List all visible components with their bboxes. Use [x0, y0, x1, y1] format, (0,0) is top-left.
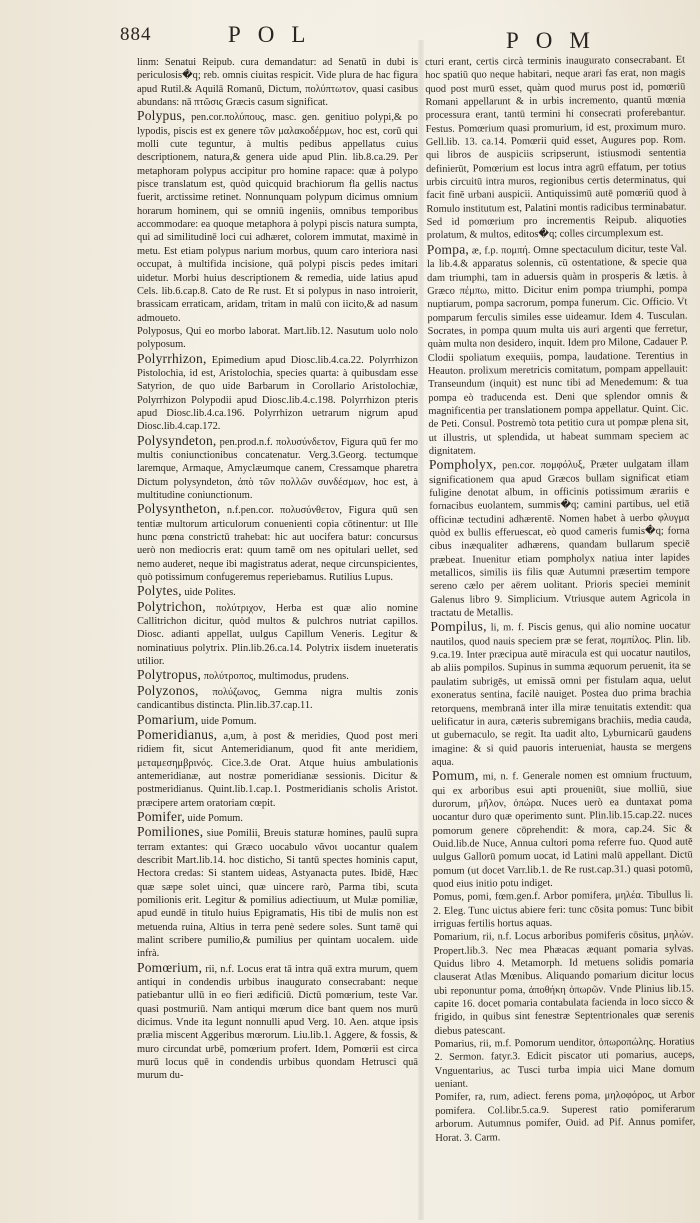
dictionary-entry [137, 810, 418, 825]
entry-text: æ, f.p. πομπή. Omne spectaculum dicitur, teste Val. la lib.4.& apparatus solennis, cū ostentatione, & specie qua dam triumphi, tam in aduersis quàm in prosperis & lætis. à Græco πέμπω, mitto. Dicitur enim pompa triumphi, pompa nuptiarum, pompa sacrorum, pompa funerum. Cic. Officio. Vt pomparum ferculis similes esse uideamur. Idem 4. Tusculan. Socrates, in pompa quum multa uis auri argenti que ferretur, quàm multa non desidero, inquit. Idem pro Milone, Cadauer P. Clodii spoliatum exequiis, pompa, laudatione. Terentius in Heauton. prolixum meretricis comitatum, pompam appellauit: Transeundum (inquit) est nunc tibi ad Menedemum: & tua pompa eò traducenda est. Deni que splendor omnis & magnificentia per translationem pompa appellatur. Quint. Cic. de Peti. Consul. Postremò tota petitio cura ut pompæ plena sit, ut illustris, ut splendida, ut habeat summam speciem ac dignitatem. [426, 243, 689, 457]
entry-headword: Pompholyx, [428, 456, 497, 473]
entry-headword: Pomœrium, [137, 959, 203, 975]
entry-text: πολύτροπος, multimodus, prudens. [203, 671, 349, 683]
entry-text: a,um, à post & meridies, Quod post meri ridiem fit, sicut Antemeridianum, quod fit ante meridiem, μεταμεσημβρινός. Cice.3.de Orat. Atque huius ambulationis antemeridianæ, aut nostræ pomeridianæ sessionis. Dicitur & postmeridianus. Quint.lib.1.cap.1. Postmeridianis scholis Aristot. præcipere artem oratoriam cœpit. [137, 730, 418, 809]
running-head-right: POM [506, 28, 607, 53]
entry-text: pen.cor. πομφόλυξ, Præter uulgatam illam significationem qua apud Græcos bullam significat etiam fuligine denotat album, in officinis potissimum ærariis e fornacibus euolantem, summis�q; camini partibus, uel etiā officinæ tectudini adhærentē. Nomen habet à uerbo φλυγμα quòd ex bullis efferuescat, eò quod cameris fumis�q; forna cibus inæqualiter adhærens, quandam bullarum speciē præbeat. Inuenitur etiam pompholyx natiua inter lapides metallicos, similis iis filis quæ Autumni præsertim tempore sereno cælo per aërem uolitant. Prioris speciei meminit Galenus libro 9. Simplicium. Vtriusque autem Agricola in tractatu de Metallis. [429, 458, 691, 620]
dictionary-entry [433, 929, 694, 1038]
entry-text: uide Polites. [184, 587, 236, 599]
entry-headword: Polytropus, [137, 667, 202, 683]
entry-text: uide Pomum. [187, 812, 243, 824]
entry-headword: Pomifer, [137, 808, 185, 824]
dictionary-entry [429, 456, 691, 621]
entry-headword: Polypus, [137, 108, 186, 124]
left-column [137, 56, 418, 1216]
entry-text: πολύζωνος, Gemma nigra multis zonis candicantibus distincta. Plin.lib.37.cap.11. [137, 686, 418, 712]
dictionary-entry [137, 56, 418, 109]
dictionary-entry [427, 240, 689, 458]
page-header [0, 0, 700, 53]
entry-text: mi, n. f. Generale nomen est omnium fructuum, qui ex arboribus esui apti proueniūt, siue molliū, siue durorum, μῆλον, ὀπώρα. Nuces uerò ea duntaxat poma uocantur duro quæ operimento sunt. Plin.lib.15.cap.22. nuces pomorum genere cōprehendit: & mora, cap.24. Sic & Ouid.lib.de Nuce, Annua cultori poma referre fuo. Quod autē uulgus Gallorū pomum uocat, id Latini malū appellant. Dictū pomum (ut docet Varr.lib.1. de Re rust.cap.31.) quasi potomū, quod eius initio potu indiget. [432, 769, 693, 890]
entry-text: cturi erant, certis circà terminis inaugurato consecrabant. Et hoc spatiū quo neque habitari, neque arari fas erat, non magis quod post murū esset, quàm quod murus post id, pomœriū Romani appellarunt & in urbis incremento, quantū mœnia processura erant, tantū termini hi consecrati proferebantur. Festus. Pomœrium quasi promurium, id est, proximum muro. Gell.lib. 13. ca.14. Pomœrii quid esset, Augures pop. Rom. qui libros de auspiciis scripserunt, istiusmodi sententia definierūt, Pomœrium est locus intra agrū effatum, per totius urbis circuitū intra muros, regionibus certis determinatus, qui facit finē urbani auspicii. Antiquissimū autē pomœriū quod à Romulo institutum est, Palatini montis radicibus terminabatur. Sed id pomœrium pro incrementis Reipub. aliquoties prolatum, & multos, editos�q; colles circumplexum est. [425, 54, 687, 242]
dictionary-entry [137, 502, 418, 584]
entry-headword: Polysyndeton, [137, 432, 217, 448]
dictionary-entry [137, 325, 418, 352]
dictionary-entry [137, 584, 418, 599]
column-gutter [418, 40, 424, 1220]
entry-text: li, m. f. Piscis genus, qui alio nomine uocatur nautilos, quod nauis speciem præ se ferat, πομπίλος. Plin. lib. 9.ca.19. Inter præcipua autē miracula est qui uocatur nautilos, ab aliis pompilos. Supinus in summa æquorum peruenit, ita se paulatim subrigēs, ut emissā omni per fistulam aqua, uelut exoneratus sentina, facilè nauiget. Postea duo prima brachia retorquens, membranā inter illa miræ tenuitatis extendit: qua uelificatur in aura, cæteris subremigans brachiis, media cauda, ut gubernaculo, se regit. Ita uadit alto, Lyburnicarū gaudens imagine: & si quid pauoris interueniat, hausta se mergens aqua. [430, 620, 692, 768]
entry-headword: Polyzonos, [137, 682, 199, 698]
entry-headword: Pomiliones, [137, 824, 204, 840]
entry-text: Pomarius, rii, m.f. Pomorum uenditor, ὀπωροπώλης. Horatius 2. Sermon. fatyr.3. Edicit piscator uti pomarius, auceps, Vnguentarius, ac Tusci turba impia uici Mane domum ueniant. [434, 1036, 695, 1091]
dictionary-entry [433, 889, 693, 932]
dictionary-entry [432, 767, 693, 892]
dictionary-entry [137, 825, 418, 960]
dictionary-entry [137, 600, 418, 669]
entry-headword: Pomarium, [137, 711, 199, 727]
dictionary-entry [137, 684, 418, 713]
entry-text: linm: Senatui Reipub. cura demandatur: ad Senatū in dubi is periculosis�q; reb. omnis ciuitas respicit. Vide plura de hac figura apud Rutil.& Aquilā Romanū, Dictum, πολύπτωτον, quasi casibus abundans: nā πτῶσις Græcis casum significat. [137, 57, 418, 109]
entry-text: pen.prod.n.f. πολυσύνδετον, Figura quū fer mo multis coniunctionibus concatenatur. Verg.3.Georg. tectumque laremque, Armaque, Amyclæumque canem, Cressamque pharetra Dictum polysyndeton, ἀπὸ τῶν πολλῶν συνδέσμων, hoc est, à multitudine coniunctionum. [137, 436, 418, 501]
dictionary-entry [137, 352, 418, 434]
entry-text: siue Pomilii, Breuis staturæ homines, paulū supra terram extantes: qui Græco uocabulo νᾶνοι uocantur qualem describit Mart.lib.14. hoc disticho, Si tantū spectes hominis caput, Hectora credas: Si stantem uideas, Astyanacta putes. Ibidē, Hæc quæ sæpe solet uinci, quæ uincere rarò, Parma tibi, scuta pomilionis erit. Legitur & pomilius adiectiuum, ut Mulæ pomiliæ, apud eundē in titulo huius Epigramatis, His tibi de mulis non est metuenda ruina, Altius in terra penè sedere soles. Sunt tamē qui malint scribere pumilio,& pumilius per quintam uocalem. uide infrà. [137, 828, 418, 960]
entry-headword: Pomeridianus, [137, 726, 218, 742]
dictionary-entry [434, 1036, 695, 1092]
dictionary-entry [435, 1089, 696, 1145]
dictionary-entry [137, 668, 418, 683]
entry-text: Polyposus, Qui eo morbo laborat. Mart.lib.12. Nasutum uolo nolo polyposum. [137, 325, 418, 351]
running-head-left: POL [228, 22, 323, 47]
dictionary-entry [137, 713, 418, 728]
entry-text: Pomarium, rii, n.f. Locus arboribus pomiferis cōsitus, μηλών. Propert.lib.3. Nec mea Phæacas æquant pomaria sylvas. Quidus libro 4. Metamorph. Id metuens solidis pomaria clauserat Atlas Mœnibus. Aliquando pomarium dicitur locus ubi reponuntur poma, ἀποθήκη ὀπωρῶν. Vnde Plinius lib.15. capite 16. docet pomaria contabulata facienda in loco sicco & frigido, in quibus sint fenestræ Septentrionales quæ serenis diebus patescant. [433, 929, 695, 1037]
entry-text: πολύτριχον, Herba est quæ alio nomine Callitrichon dicitur, quòd multos & pulchros nutriat capillos. Diosc. adianti appellat, uulgus Capillum Veneris. Legitur & nominatiuus polytrix. Plin.lib.26.ca.14. Polytrix iisdem inueteratis utilior. [137, 602, 418, 668]
entry-text: n.f.pen.cor. πολυσύνθετον, Figura quū sen tentiæ multorum articulorum conuenienti copia cōtinentur: ut Ille hunc pœna constrictū trahebat: hic aut uocifera batur: concursus uerò non mediocris erat: quum tamē om nes opitulari uellet, sed nemo auderet, neque ibi magistratus aderat, neque circunspicientes, quò potissimum confugeremus reperiebamus. Rutilius Lupus. [137, 505, 418, 584]
dictionary-entry [430, 618, 691, 769]
entry-text: uide Pomum. [201, 715, 257, 727]
entry-text: Pomus, pomi, fœm.gen.f. Arbor pomifera, μηλέα. Tibullus li. 2. Eleg. Tunc uictus abiere feri: tunc cōsita pomus: Tunc bibit irriguas fertilis hortus aquas. [433, 889, 694, 930]
entry-headword: Pomum, [431, 767, 479, 784]
page-number: 884 [120, 24, 152, 45]
entry-headword: Polyrrhizon, [137, 350, 207, 366]
entry-headword: Pompilus, [430, 618, 487, 635]
dictionary-entry [425, 54, 687, 243]
dictionary-entry [137, 109, 418, 325]
entry-headword: Pompa, [426, 241, 470, 257]
dictionary-entry [137, 961, 418, 1083]
dictionary-entry [137, 434, 418, 503]
entry-text: Epimedium apud Diosc.lib.4.ca.22. Polyrrhizon Pistolochia, id est, Aristolochia, species quarta: à quibusdam esse Satyrion, de quo uide Barbarum in Corollario Aristolochiæ, Polyrrhizon Polypodii apud Diosc.lib.4.c.198. Polyrrhizon pteris apud Diosc.lib.4.ca.196. Polyrrhizon uetrarum nigrum apud Diosc.lib.4.cap.172. [137, 354, 418, 433]
dictionary-entry [137, 728, 418, 810]
entry-text: pen.cor.πολύπους, masc. gen. genitiuo polypi,& po lypodis, piscis est ex genere τῶν μαλακοδέρμων, hoc est, corū qui molli cute teguntur, à multis pedibus appellatus cuius descriptionem, natura,& genera uide apud Plin. lib.8.ca.29. Per metaphoram polypus accipitur pro homine rapace: quæ à polypo pisce translatum est, quòd quicquid brachiorum fla gellis nactus fuerit, arctissime retinet. Nonnunquam polypum dicimus omnium horarum hominem, qui se omniū ingeniis, omnibus temporibus accommodare: ea quoque metaphora à polypi piscis natura sumpta, qui ad similitudinē loci cui adhæret, colorem immutat, maximè in metu. Est etiam polypus narium morbus, quum caro interiora nasi occupat, à multifida incisione, quā polypi piscis pedes imitari uidetur. Morbi huius descriptionem & remedia, uide latius apud Cels. lib.6.cap.8. Cato de Re rust. Et si polypus in naso introierit, brassicam erraticam, aridam, tritam in malū con iicito,& ad nasum admoueto. [137, 112, 418, 324]
right-column [425, 54, 696, 1216]
entry-text: Pomifer, ra, rum, adiect. ferens poma, μηλοφόρος, ut Arbor pomifera. Col.libr.5.ca.9. Superest ratio pomiferarum arborum. Autumnus pomifer, Ouid. ad Pif. Annus pomifer, Horat. 3. Carm. [434, 1089, 696, 1144]
entry-headword: Polysyntheton, [137, 501, 221, 517]
entry-text: rii, n.f. Locus erat tā intra quā extra murum, quem antiqui in condendis urbibus inaugurato consecrabant: neque patiebantur ullū in eo fieri ædificiū. Dictū pomœrium, teste Var. quasi postmuriū. Nam antiqui mœrum dice bant quem nos murū dicimus. Vnde ita legunt nonnulli apud Verg. 10. Aen. atque ipsis prælia miscent Aggeribus mœrorum. Liu.lib.1. Aggere, & fossis, & muro circundat urbē, pomœrium profert. Idem, Pomœrii est circa murū locus quē in condendis urbibus quondam Hetrusci quā murum du- [137, 963, 418, 1082]
entry-headword: Polytes, [137, 583, 182, 599]
entry-headword: Polytrichon, [137, 598, 206, 614]
